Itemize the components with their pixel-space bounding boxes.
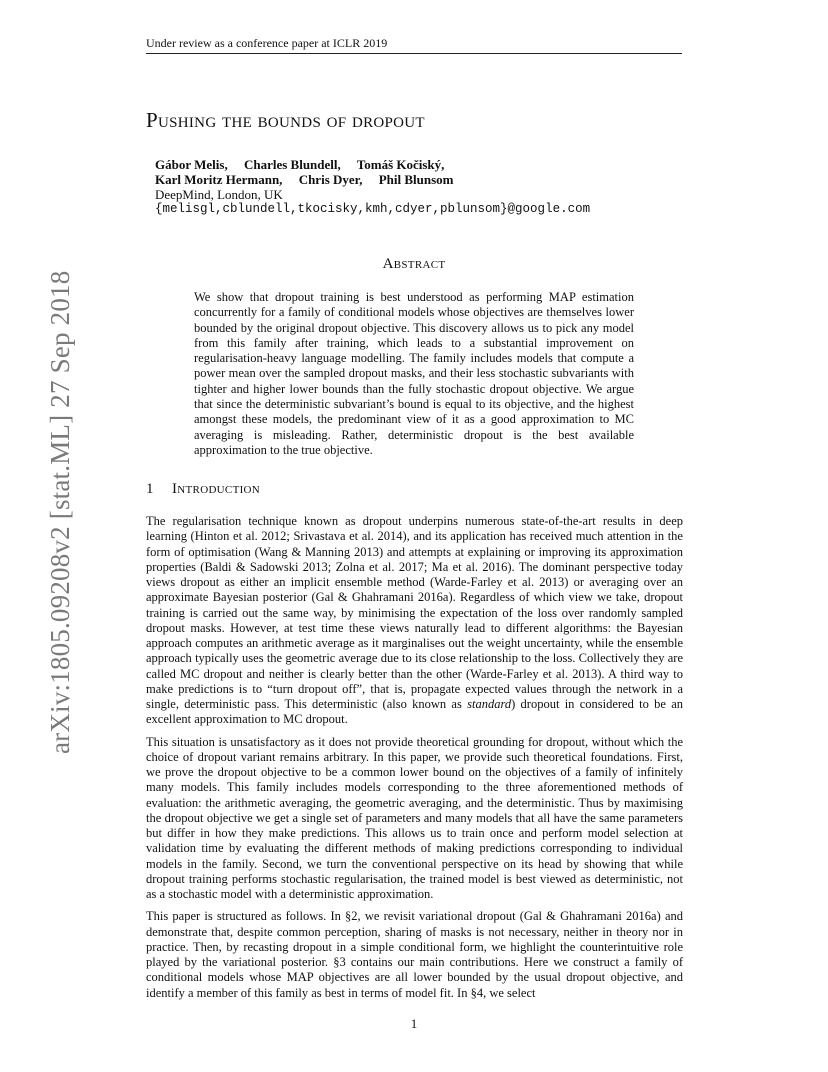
abstract-text: We show that dropout training is best understood as performing MAP estimation concurrently for a family of conditional models whose objectives are themselves lower bounded by the original dropout objective. This discovery allows us to pick any model from this family after training, which leads to a substantial improvement on regularisation-heavy language modelling. The family includes models that compute a power mean over the sampled dropout masks, and their less stochastic subvariants with tighter and higher lower bounds than the fully stochastic dropout objective. We argue that since the deterministic subvariant’s bound is equal to its objective, and the highest amongst these models, the predominant view of it as a good approximation to MC averaging is misleading. Rather, deterministic dropout is the best available approximation to the true objective.	[194, 290, 634, 457]
author-name: Chris Dyer,	[298, 172, 363, 187]
author-line-1	[155, 157, 590, 172]
author-name: Tomáš Kočiský,	[356, 157, 445, 172]
paper-title: Pushing the bounds of dropout	[146, 108, 425, 132]
section-body	[146, 514, 683, 1008]
paragraph-text: ) dropout in considered to be an excellent approximation to MC dropout.	[146, 697, 684, 727]
arxiv-stamp[interactable]: arXiv:1805.09208v2 [stat.ML] 27 Sep 2018	[45, 270, 75, 754]
abstract-heading: Abstract	[382, 256, 446, 272]
author-name: Gábor Melis,	[155, 157, 228, 172]
author-emails[interactable]: {melisgl,cblundell,tkocisky,kmh,cdyer,pblunsom}@google.com	[155, 202, 591, 216]
paragraph: This situation is unsatisfactory as it does not provide theoretical grounding for dropout, without which the choice of dropout variant remains arbitrary. In this paper, we provide such theoretical foundations. First, we prove the dropout objective to be a common lower bound on the objectives of a family of infinitely many models. This family includes models corresponding to the three aforementioned methods of evaluation: the arithmetic averaging, the geometric averaging, and the deterministic. Thus by maximising the dropout objective we get a single set of parameters and many models that all have the same parameters but differ in how they make predictions. This allows us to train once and perform model selection at validation time by evaluating the different methods of making predictions corresponding to individual models in the family. Second, we turn the conventional perspective on its head by showing that while dropout training performs stochastic regularisation, the trained model is best viewed as deterministic, not as a stochastic model with a deterministic approximation.	[146, 734, 683, 901]
author-name: Charles Blundell,	[243, 157, 341, 172]
section-title: Introduction	[172, 481, 261, 497]
author-block	[155, 157, 590, 217]
paragraph-text: The regularisation technique known as dropout underpins numerous state-of-the-art results in deep learning (Hinton et al. 2012; Srivastava et al. 2014), and its application has received much attention in the form of optimisation (Wang & Manning 2013) and attempts at explaining or improving its approximation properties (Baldi & Sadowski 2013; Zolna et al. 2017; Ma et al. 2016). The dominant perspective today views dropout as either an implicit ensemble method (Warde-Farley et al. 2013) or averaging over an approximate Bayesian posterior (Gal & Ghahramani 2016a). Regardless of which view we take, dropout training is carried out the same way, by minimising the expectation of the loss over randomly sampled dropout masks. However, at test time these views naturally lead to different algorithms: the Bayesian approach computes an arithmetic average as it marginalises out the weight uncertainty, while the ensemble approach typically uses the geometric average due to its close relationship to the loss. Collectively they are called MC dropout and neither is clearly better than the other (Warde-Farley et al. 2013). A third way to make predictions is to “turn dropout off”, that is, propagate expected values through the network in a single, deterministic pass. This deterministic (also known as	[146, 514, 683, 711]
author-line-2	[155, 172, 590, 187]
page-number: 1	[410, 1016, 418, 1031]
emphasis-text: standard	[467, 697, 512, 711]
affiliation: DeepMind, London, UK	[155, 187, 283, 202]
paragraph	[146, 514, 683, 728]
section-heading	[146, 481, 260, 498]
header-rule	[146, 53, 682, 54]
author-name: Karl Moritz Hermann,	[155, 172, 283, 187]
section-number: 1	[146, 481, 154, 497]
running-header: Under review as a conference paper at ICLR 2019	[146, 36, 388, 50]
paragraph: This paper is structured as follows. In §2, we revisit variational dropout (Gal & Ghahramani 2016a) and demonstrate that, despite common perception, sharing of masks is not necessary, neither in theory nor in practice. Then, by recasting dropout in a simple conditional form, we highlight the counterintuitive role played by the variational posterior. §3 contains our main contributions. Here we construct a family of conditional models whose MAP objectives are all lower bounded by the usual dropout objective, and identify a member of this family as best in terms of model fit. In §4, we select	[146, 909, 683, 1000]
author-name: Phil Blunsom	[378, 172, 454, 187]
